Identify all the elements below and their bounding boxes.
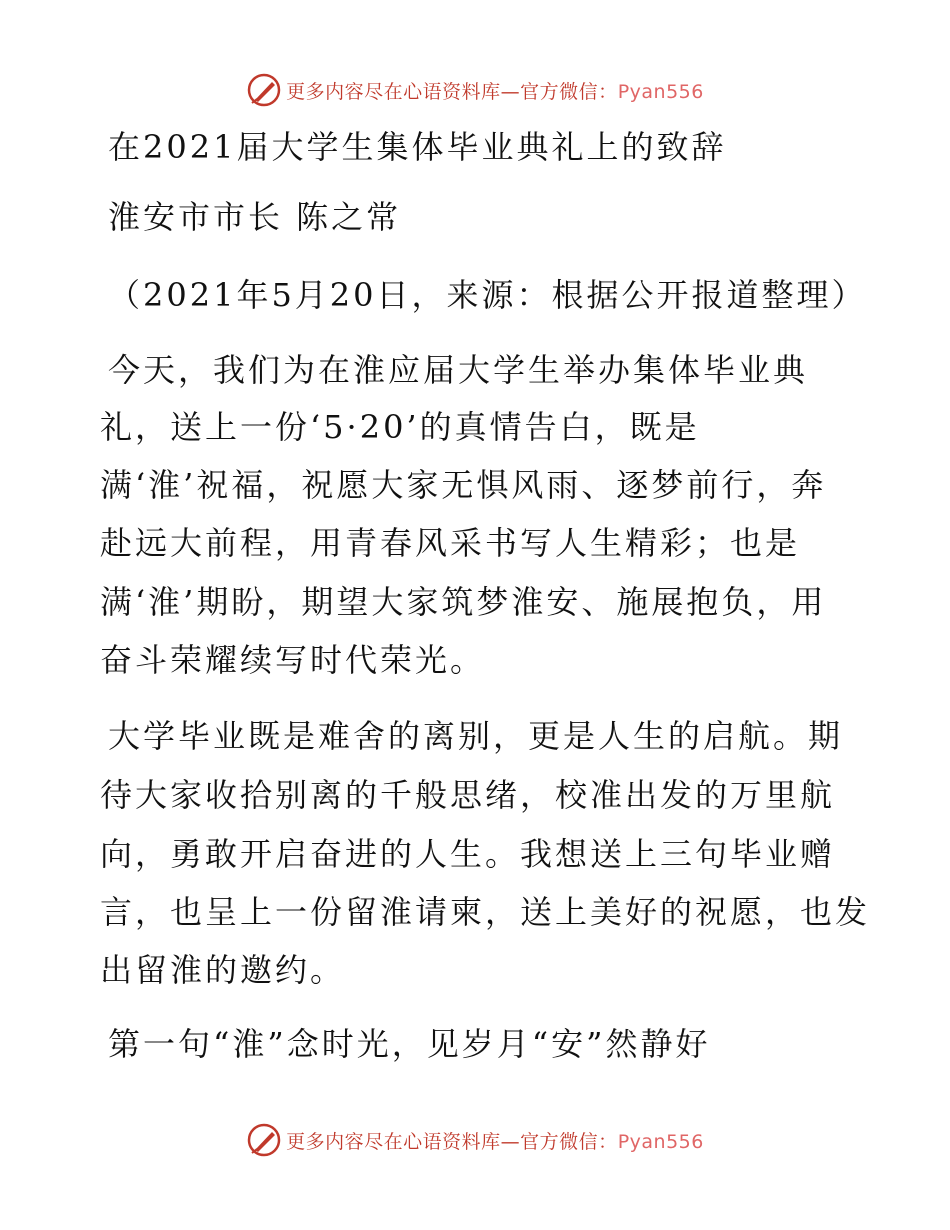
paragraph-line: 满‘淮’祝福，祝愿大家无惧风雨、逐梦前行，奔 [100,466,827,504]
paragraph-line: 言，也呈上一份留淮请柬，送上美好的祝愿，也发 [100,893,871,931]
paragraph-line: 满‘淮’期盼，期望大家筑梦淮安、施展抱负，用 [100,583,827,621]
quill-pen-logo-icon [246,1122,282,1158]
paragraph-line: 礼，送上一份‘5·20’的真情告白，既是 [100,408,700,446]
quill-pen-logo-icon [246,72,282,108]
paragraph-line: 出留淮的邀约。 [100,951,346,989]
paragraph-line: 大学毕业既是难舍的离别，更是人生的启航。期 [108,717,844,755]
watermark-text: 更多内容尽在心语资料库—官方微信：Pyan556 [286,80,704,103]
paragraph-line: 待大家收拾别离的千般思绪，校准出发的万里航 [100,776,836,814]
footer-watermark-banner [0,1120,950,1160]
paragraph-line: 奋斗荣耀续写时代荣光。 [100,641,486,679]
document-source: （2021年5月20日，来源：根据公开报道整理） [108,276,867,314]
document-author: 淮安市市长 陈之常 [108,198,402,236]
paragraph-line: 今天，我们为在淮应届大学生举办集体毕业典 [108,351,809,389]
header-watermark-banner [0,70,950,110]
watermark-text: 更多内容尽在心语资料库—官方微信：Pyan556 [286,1130,704,1153]
paragraph-line: 赴远大前程，用青春风采书写人生精彩；也是 [100,524,801,562]
paragraph-line: 向，勇敢开启奋进的人生。我想送上三句毕业赠 [100,835,836,873]
section-heading: 第一句“淮”念时光，见岁月“安”然静好 [108,1025,711,1063]
document-title: 在2021届大学生集体毕业典礼上的致辞 [108,128,727,166]
